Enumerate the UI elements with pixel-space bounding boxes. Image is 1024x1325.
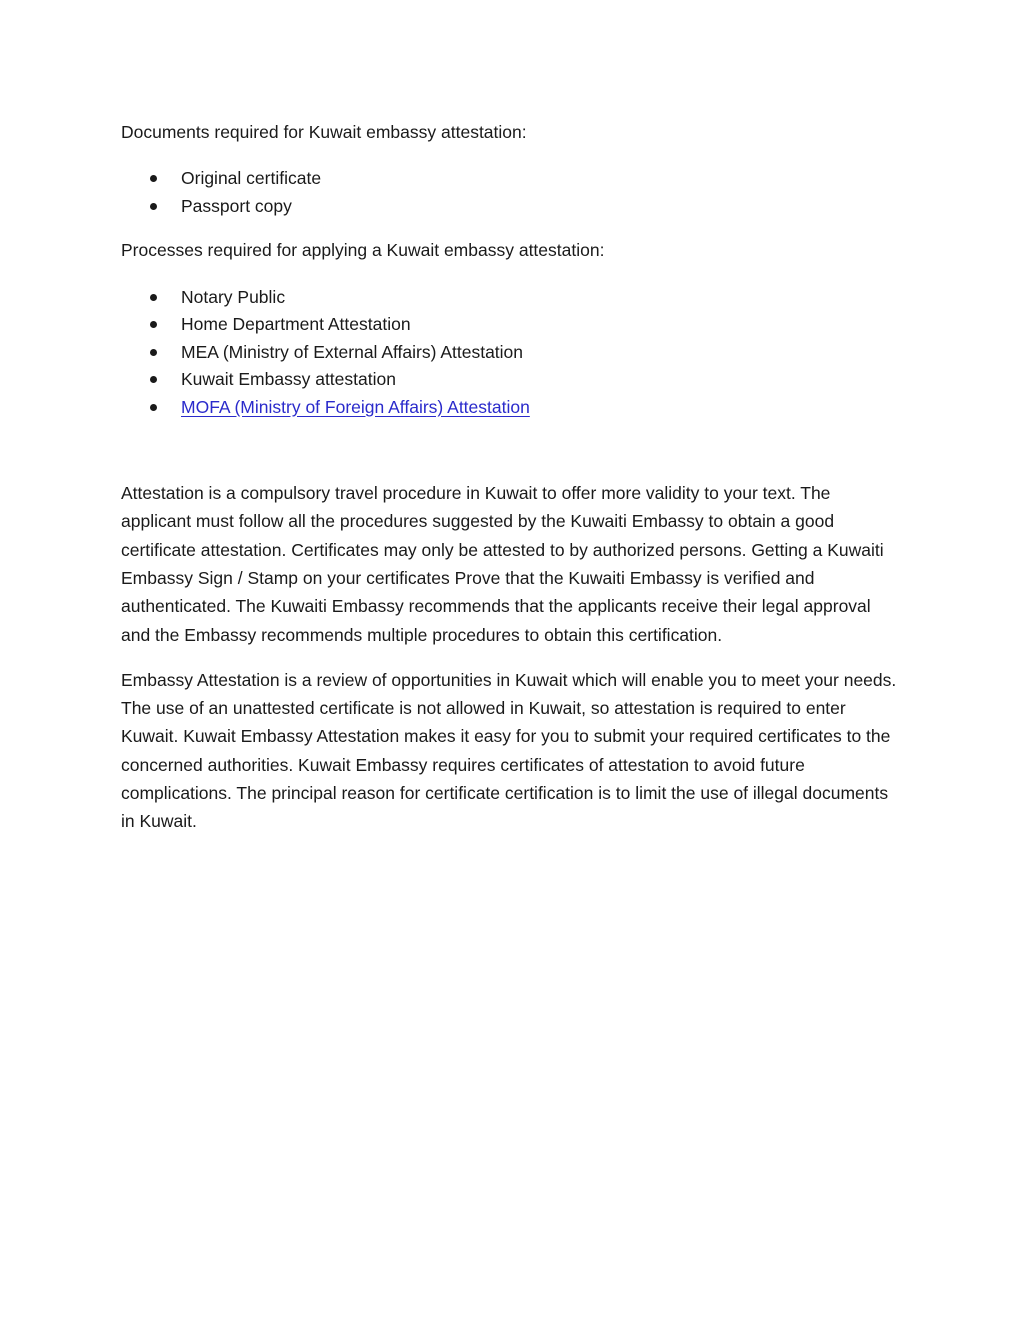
list-item [121,366,901,394]
list-item-label: Notary Public [181,286,286,307]
list-item [121,165,901,193]
bullet-icon [150,376,157,383]
list-item-label: MEA (Ministry of External Affairs) Attestation [181,341,524,362]
list-item [121,193,901,221]
bullet-icon [150,349,157,356]
list-item [121,394,901,422]
bullet-icon [150,404,157,411]
list-item-label: Kuwait Embassy attestation [181,369,396,390]
bullet-icon [150,294,157,301]
list-item [121,339,901,367]
list-item-label: Original certificate [181,168,322,189]
list-item-label: Passport copy [181,195,292,216]
bullet-icon [150,175,157,182]
documents-list [121,165,901,220]
paragraph-embassy-attestation: Embassy Attestation is a review of opportunities in Kuwait which will enable you to meet your needs. The use of an unattested certificate is not allowed in Kuwait, so attestation is required to enter Kuwait. Kuwait Embassy Attestation makes it easy for you to submit your required certificates to the concerned authorities. Kuwait Embassy requires certificates of attestation to avoid future complications. The principal reason for certificate certification is to limit the use of illegal documents in Kuwait. [121,669,897,832]
bullet-icon [150,321,157,328]
list-item [121,311,901,339]
list-item [121,284,901,312]
processes-list [121,284,901,422]
list-item-label: Home Department Attestation [181,314,411,335]
processes-heading: Processes required for applying a Kuwait embassy attestation: [121,240,605,261]
mofa-attestation-link[interactable]: MOFA (Ministry of Foreign Affairs) Attestation [181,396,530,417]
documents-heading: Documents required for Kuwait embassy attestation: [121,122,527,142]
bullet-icon [150,203,157,210]
document-body [121,118,901,836]
paragraph-attestation-procedure: Attestation is a compulsory travel procedure in Kuwait to offer more validity to your text. The applicant must follow all the procedures suggested by the Kuwaiti Embassy to obtain a good certificate attestation. Certificates may only be attested to by authorized persons. Getting a Kuwaiti Embassy Sign / Stamp on your certificates Prove that the Kuwaiti Embassy is verified and authenticated. The Kuwaiti Embassy recommends that the applicants receive their legal approval and the Embassy recommends multiple procedures to obtain this certification. [121,483,884,645]
